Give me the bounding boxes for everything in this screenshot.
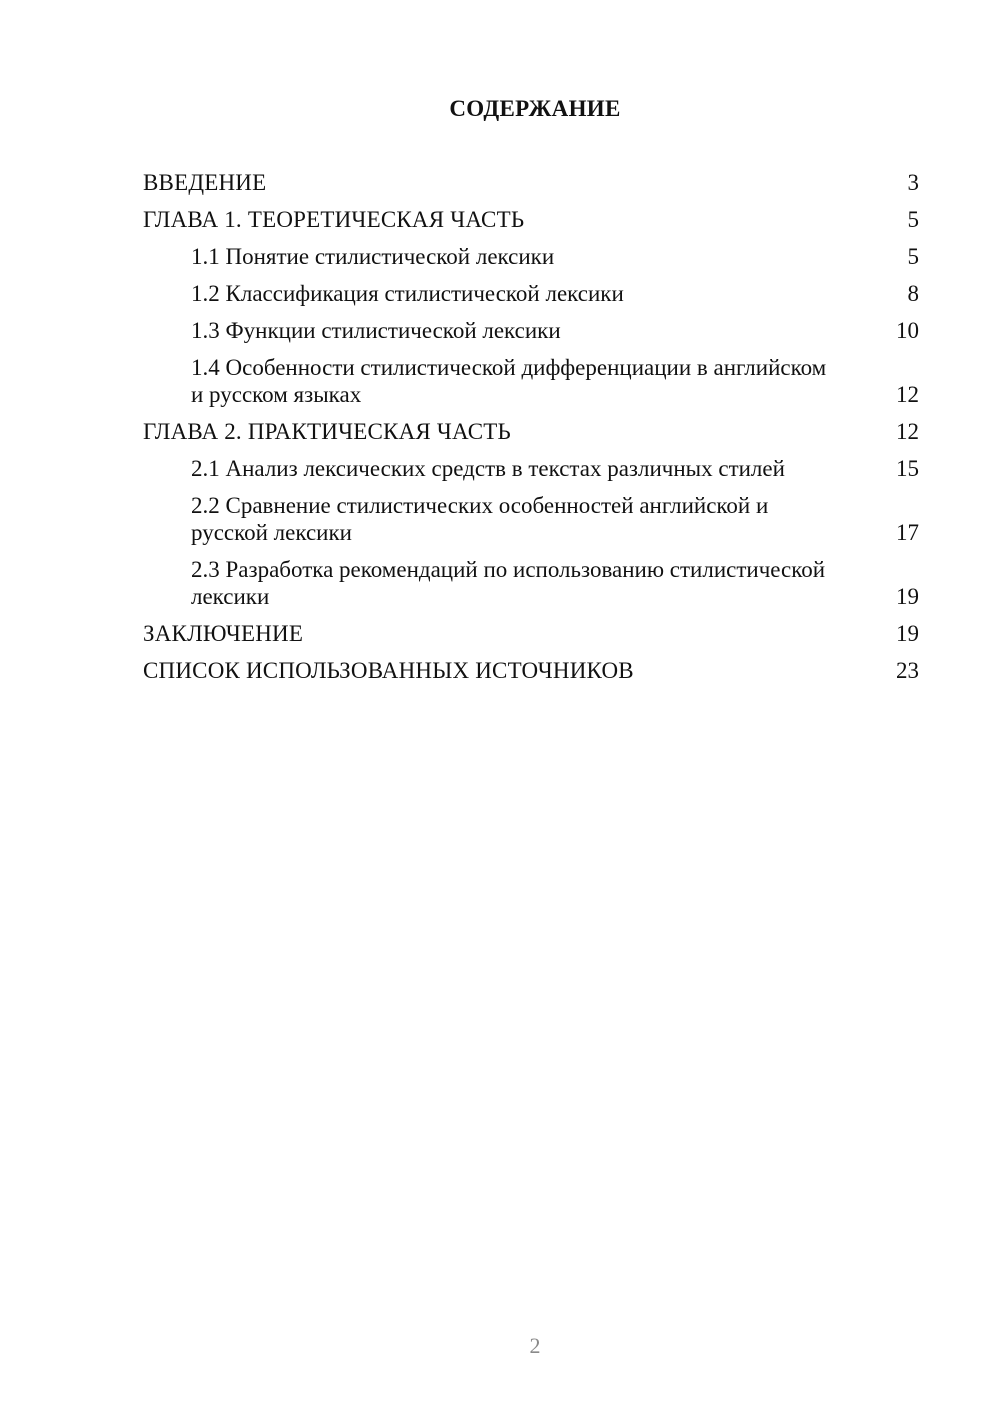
toc-entry-title: ГЛАВА 1. ТЕОРЕТИЧЕСКАЯ ЧАСТЬ — [143, 207, 525, 232]
toc-entry-title: ВВЕДЕНИЕ — [143, 170, 267, 195]
toc-entry-page: 12 — [896, 419, 919, 444]
page-number: 2 — [529, 1333, 541, 1358]
toc-entry-section-1-3[interactable] — [143, 317, 919, 344]
toc-entry-page: 10 — [896, 318, 919, 343]
toc-entry-section-1-2[interactable] — [143, 280, 919, 307]
toc-entry-title: 1.3 Функции стилистической лексики — [191, 318, 561, 343]
toc-entry-title: 1.2 Классификация стилистической лексики — [191, 281, 624, 306]
toc-entry-section-2-2[interactable] — [143, 492, 919, 546]
toc-entry-page: 5 — [907, 244, 919, 269]
toc-entry-title: 2.2 Сравнение стилистических особенностей английской и русской лексики — [191, 493, 769, 545]
toc-entry-section-1-1[interactable] — [143, 243, 919, 270]
toc-entry-conclusion[interactable] — [143, 620, 919, 647]
toc-entry-page: 19 — [896, 621, 919, 646]
toc-entry-chapter-2[interactable] — [143, 418, 919, 445]
toc-entry-page: 12 — [896, 382, 919, 407]
toc-entry-section-1-4[interactable] — [143, 354, 919, 408]
toc-entry-title: 2.3 Разработка рекомендаций по использованию стилистической лексики — [191, 557, 826, 609]
toc-entry-page: 23 — [896, 658, 919, 683]
toc-entry-page: 8 — [907, 281, 919, 306]
toc-entry-section-2-1[interactable] — [143, 455, 919, 482]
toc-entry-title: ГЛАВА 2. ПРАКТИЧЕСКАЯ ЧАСТЬ — [143, 419, 511, 444]
toc-entry-title: 1.1 Понятие стилистической лексики — [191, 244, 555, 269]
toc-entry-introduction[interactable] — [143, 169, 919, 196]
toc-entry-page: 5 — [907, 207, 919, 232]
toc-entry-title: СПИСОК ИСПОЛЬЗОВАННЫХ ИСТОЧНИКОВ — [143, 658, 634, 683]
toc-entry-page: 17 — [896, 520, 919, 545]
toc-entry-title: ЗАКЛЮЧЕНИЕ — [143, 621, 304, 646]
toc-entry-section-2-3[interactable] — [143, 556, 919, 610]
toc-entry-chapter-1[interactable] — [143, 206, 919, 233]
page-title: СОДЕРЖАНИЕ — [449, 96, 621, 121]
toc-entry-references[interactable] — [143, 657, 919, 684]
toc-entry-title: 1.4 Особенности стилистической дифференциации в английском и русском языках — [191, 355, 827, 407]
table-of-contents — [143, 169, 919, 694]
toc-entry-page: 19 — [896, 584, 919, 609]
toc-entry-page: 15 — [896, 456, 919, 481]
toc-entry-page: 3 — [907, 170, 919, 195]
toc-entry-title: 2.1 Анализ лексических средств в текстах различных стилей — [191, 456, 785, 481]
